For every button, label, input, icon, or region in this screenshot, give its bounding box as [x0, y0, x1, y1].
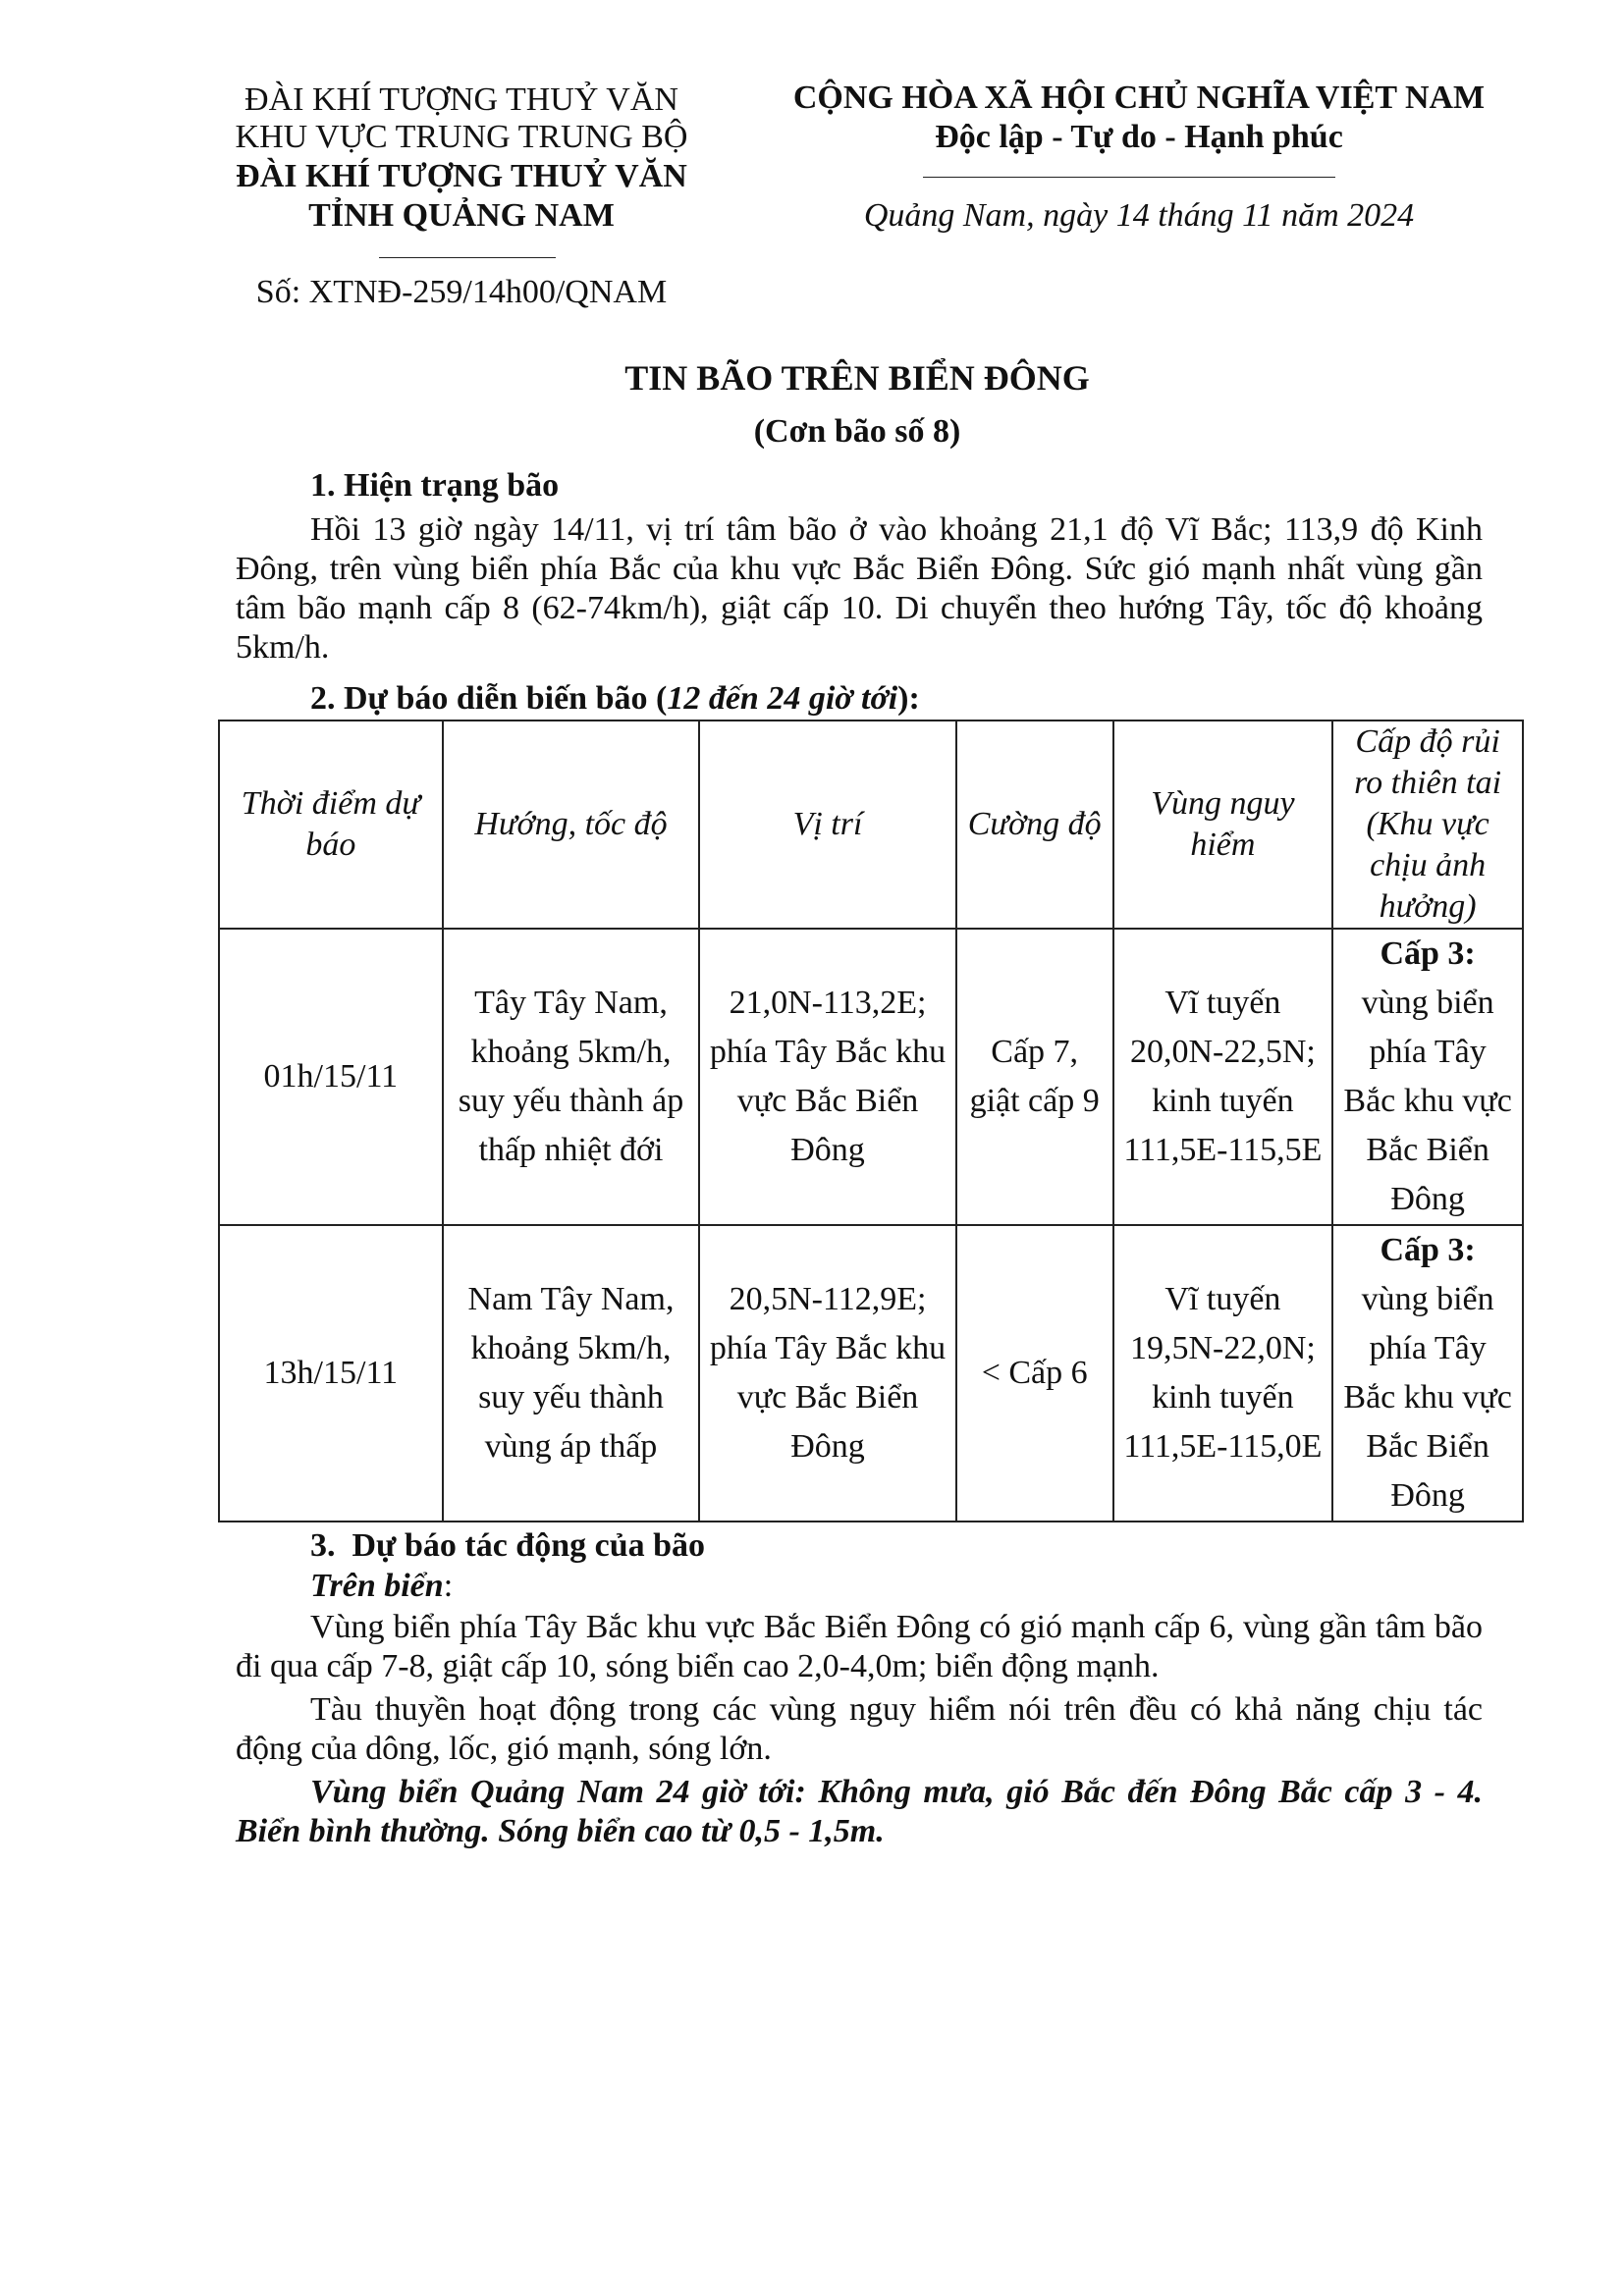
issue-date: Quảng Nam, ngày 14 tháng 11 năm 2024: [863, 197, 1415, 234]
cell-direction: Tây Tây Nam, khoảng 5km/h, suy yếu thành áp thấp nhiệt đới: [443, 929, 700, 1225]
agency-name-line2: KHU VỰC TRUNG TRUNG BỘ: [235, 119, 688, 155]
cell-position: 21,0N-113,2E; phía Tây Bắc khu vực Bắc Biển Đông: [699, 929, 956, 1225]
document-subtitle: (Cơn bão số 8): [753, 413, 961, 450]
section3-paragraph2: [236, 1690, 1483, 1769]
section3-text1: Vùng biển phía Tây Bắc khu vực Bắc Biển Đông có gió mạnh cấp 6, vùng gần tâm bão đi qua cấp 7-8, giật cấp 10, sóng biển cao 2,0-4,0m; biển động mạnh.: [236, 1609, 1483, 1684]
col-header-intensity: Cường độ: [956, 721, 1113, 929]
section3-paragraph3: [236, 1773, 1483, 1851]
cell-time: 01h/15/11: [219, 929, 443, 1225]
section1-text: Hồi 13 giờ ngày 14/11, vị trí tâm bão ở vào khoảng 21,1 độ Vĩ Bắc; 113,9 độ Kinh Đông, trên vùng biển phía Bắc của khu vực Bắc Biển Đông. Sức gió mạnh nhất vùng gần tâm bão mạnh cấp 8 (62-74km/h), giật cấp 10. Di chuyển theo hướng Tây, tốc độ khoảng 5km/h.: [236, 511, 1483, 666]
header-right-rule: [923, 177, 1335, 178]
risk-area: vùng biển phía Tây Bắc khu vực Bắc Biển Đông: [1343, 985, 1512, 1217]
section3-text3: Vùng biển Quảng Nam 24 giờ tới: Không mưa, gió Bắc đến Đông Bắc cấp 3 - 4. Biển bình thường. Sóng biển cao từ 0,5 - 1,5m.: [236, 1774, 1483, 1849]
sea-subheading: Trên biển: [310, 1568, 444, 1604]
section3-heading: 3. Dự báo tác động của bão: [310, 1527, 706, 1564]
cell-risk-level: [1332, 929, 1523, 1225]
forecast-table-header: [219, 721, 1523, 929]
agency-name-line1: ĐÀI KHÍ TƯỢNG THUỶ VĂN: [244, 81, 678, 118]
risk-level-label: Cấp 3:: [1380, 1232, 1476, 1268]
risk-area: vùng biển phía Tây Bắc khu vực Bắc Biển Đông: [1343, 1281, 1512, 1514]
section1-paragraph: [236, 510, 1483, 667]
risk-level-label: Cấp 3:: [1380, 935, 1476, 972]
cell-direction: Nam Tây Nam, khoảng 5km/h, suy yếu thành vùng áp thấp: [443, 1225, 700, 1522]
document-number: Số: XTNĐ-259/14h00/QNAM: [255, 274, 668, 310]
section3-subheading: Trên biển:: [310, 1568, 454, 1604]
col-header-danger-zone: Vùng nguy hiểm: [1113, 721, 1333, 929]
cell-danger-zone: Vĩ tuyến 20,0N-22,5N; kinh tuyến 111,5E-115,5E: [1113, 929, 1333, 1225]
section2-heading-italic: 12 đến 24 giờ tới: [667, 680, 898, 717]
section1-heading: 1. Hiện trạng bão: [310, 467, 560, 504]
cell-danger-zone: Vĩ tuyến 19,5N-22,0N; kinh tuyến 111,5E-115,0E: [1113, 1225, 1333, 1522]
col-header-time: Thời điểm dự báo: [219, 721, 443, 929]
table-row: [219, 929, 1523, 1225]
cell-time: 13h/15/11: [219, 1225, 443, 1522]
section3-paragraph1: [236, 1608, 1483, 1686]
document-title: TIN BÃO TRÊN BIỂN ĐÔNG: [624, 358, 1090, 398]
agency-name-line3: ĐÀI KHÍ TƯỢNG THUỶ VĂN: [236, 158, 687, 194]
national-motto: Độc lập - Tự do - Hạnh phúc: [935, 119, 1343, 155]
col-header-direction: Hướng, tốc độ: [443, 721, 700, 929]
section2-heading: 2. Dự báo diễn biến bão (12 đến 24 giờ tới):: [310, 680, 920, 717]
cell-intensity: < Cấp 6: [956, 1225, 1113, 1522]
cell-position: 20,5N-112,9E; phía Tây Bắc khu vực Bắc Biển Đông: [699, 1225, 956, 1522]
agency-name-line4: TỈNH QUẢNG NAM: [308, 197, 615, 234]
cell-intensity: Cấp 7, giật cấp 9: [956, 929, 1113, 1225]
cell-risk-level: [1332, 1225, 1523, 1522]
col-header-position: Vị trí: [699, 721, 956, 929]
col-header-risk-level: Cấp độ rủi ro thiên tai (Khu vực chịu ảnh hưởng): [1332, 721, 1523, 929]
national-title: CỘNG HÒA XÃ HỘI CHỦ NGHĨA VIỆT NAM: [792, 80, 1486, 116]
forecast-table: [218, 720, 1524, 1522]
section3-text2: Tàu thuyền hoạt động trong các vùng nguy hiểm nói trên đều có khả năng chịu tác động của dông, lốc, gió mạnh, sóng lớn.: [236, 1691, 1483, 1767]
header-left-rule: [379, 257, 556, 258]
table-row: [219, 1225, 1523, 1522]
